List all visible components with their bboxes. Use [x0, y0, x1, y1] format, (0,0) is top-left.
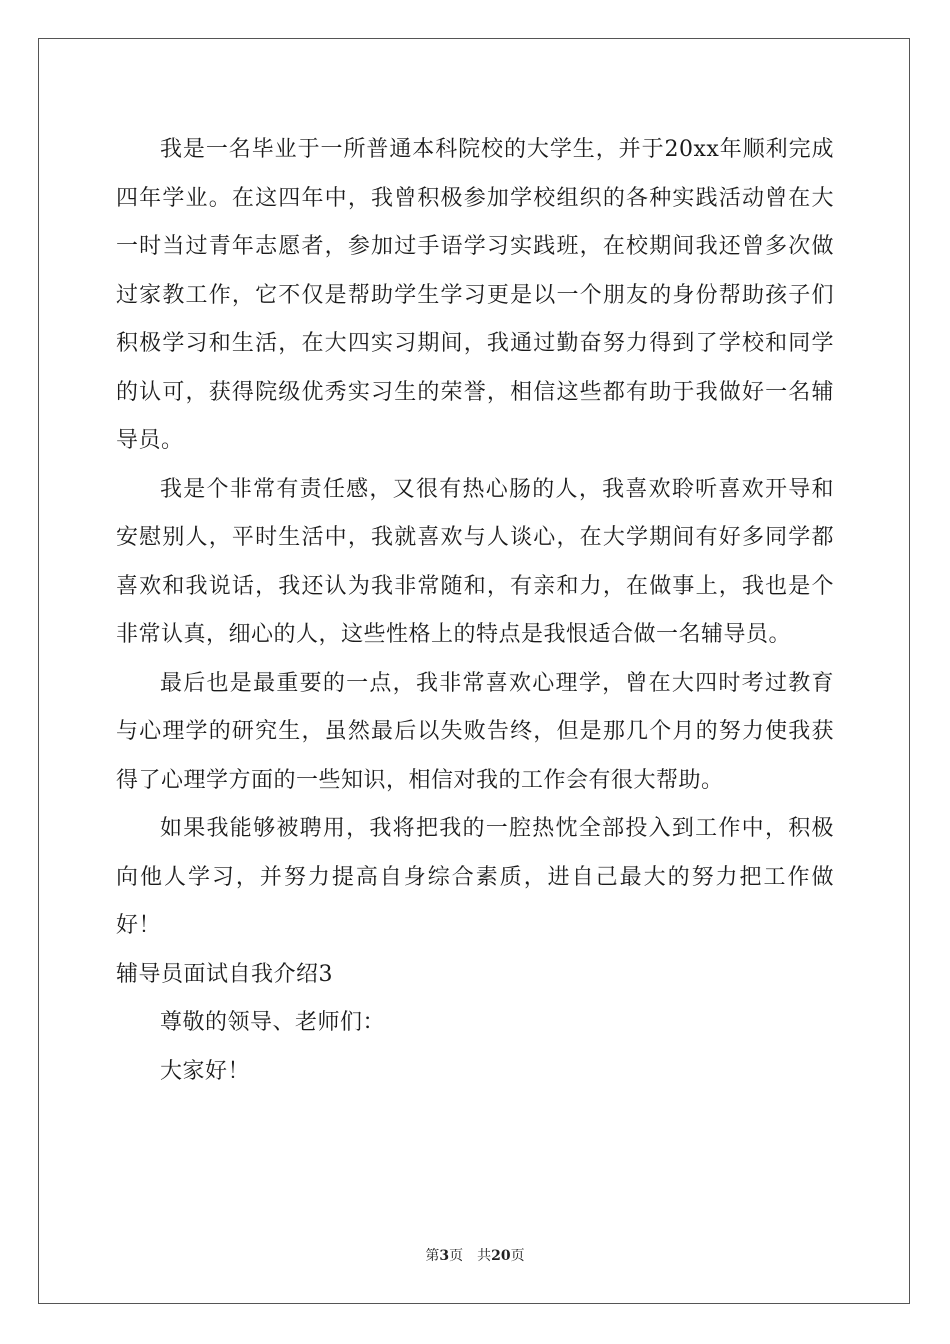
salutation: 尊敬的领导、老师们： — [160, 1010, 386, 1035]
total-suffix: 页 — [510, 1248, 525, 1264]
paragraph-4: 如果我能够被聘用，我将把我的一腔热忱全部投入到工作中，积极向他人学习，并努力提高自身综合素质，进自己最大的努力把工作做好！ — [116, 816, 834, 938]
greeting: 大家好！ — [160, 1058, 251, 1084]
paragraph-1: 我是一名毕业于一所普通本科院校的大学生，并于20xx年顺利完成四年学业。在这四年中，我曾积极参加学校组织的各种实践活动曾在大一时当过青年志愿者，参加过手语学习实践班，在校期间我还曾多次做过家教工作，它不仅是帮助学生学习更是以一个朋友的身份帮助孩子们积极学习和生活，在大四实习期间，我通过勤奋努力得到了学校和同学的认可，获得院级优秀实习生的荣誉，相信这些都有助于我做好一名辅导员。 — [116, 137, 834, 453]
paragraph-3: 最后也是最重要的一点，我非常喜欢心理学，曾在大四时考过教育与心理学的研究生，虽然最后以失败告终，但是那几个月的努力使我获得了心理学方面的一些知识，相信对我的工作会有很大帮助。 — [116, 670, 834, 793]
paragraph-2: 我是个非常有责任感，又很有热心肠的人，我喜欢聆听喜欢开导和安慰别人，平时生活中，我就喜欢与人谈心，在大学期间有好多同学都喜欢和我说话，我还认为我非常随和，有亲和力，在做事上，我也是个非常认真，细心的人，这些性格上的特点是我恨适合做一名辅导员。 — [116, 476, 834, 647]
page-footer — [0, 1245, 950, 1265]
page-number: 3 — [439, 1248, 450, 1264]
section-heading: 辅导员面试自我介绍3 — [116, 961, 333, 987]
page-suffix: 页 — [449, 1248, 464, 1264]
page-prefix: 第 — [425, 1248, 440, 1264]
document-body — [116, 126, 834, 1096]
total-pages: 20 — [491, 1248, 511, 1264]
total-prefix: 共 — [477, 1248, 492, 1264]
